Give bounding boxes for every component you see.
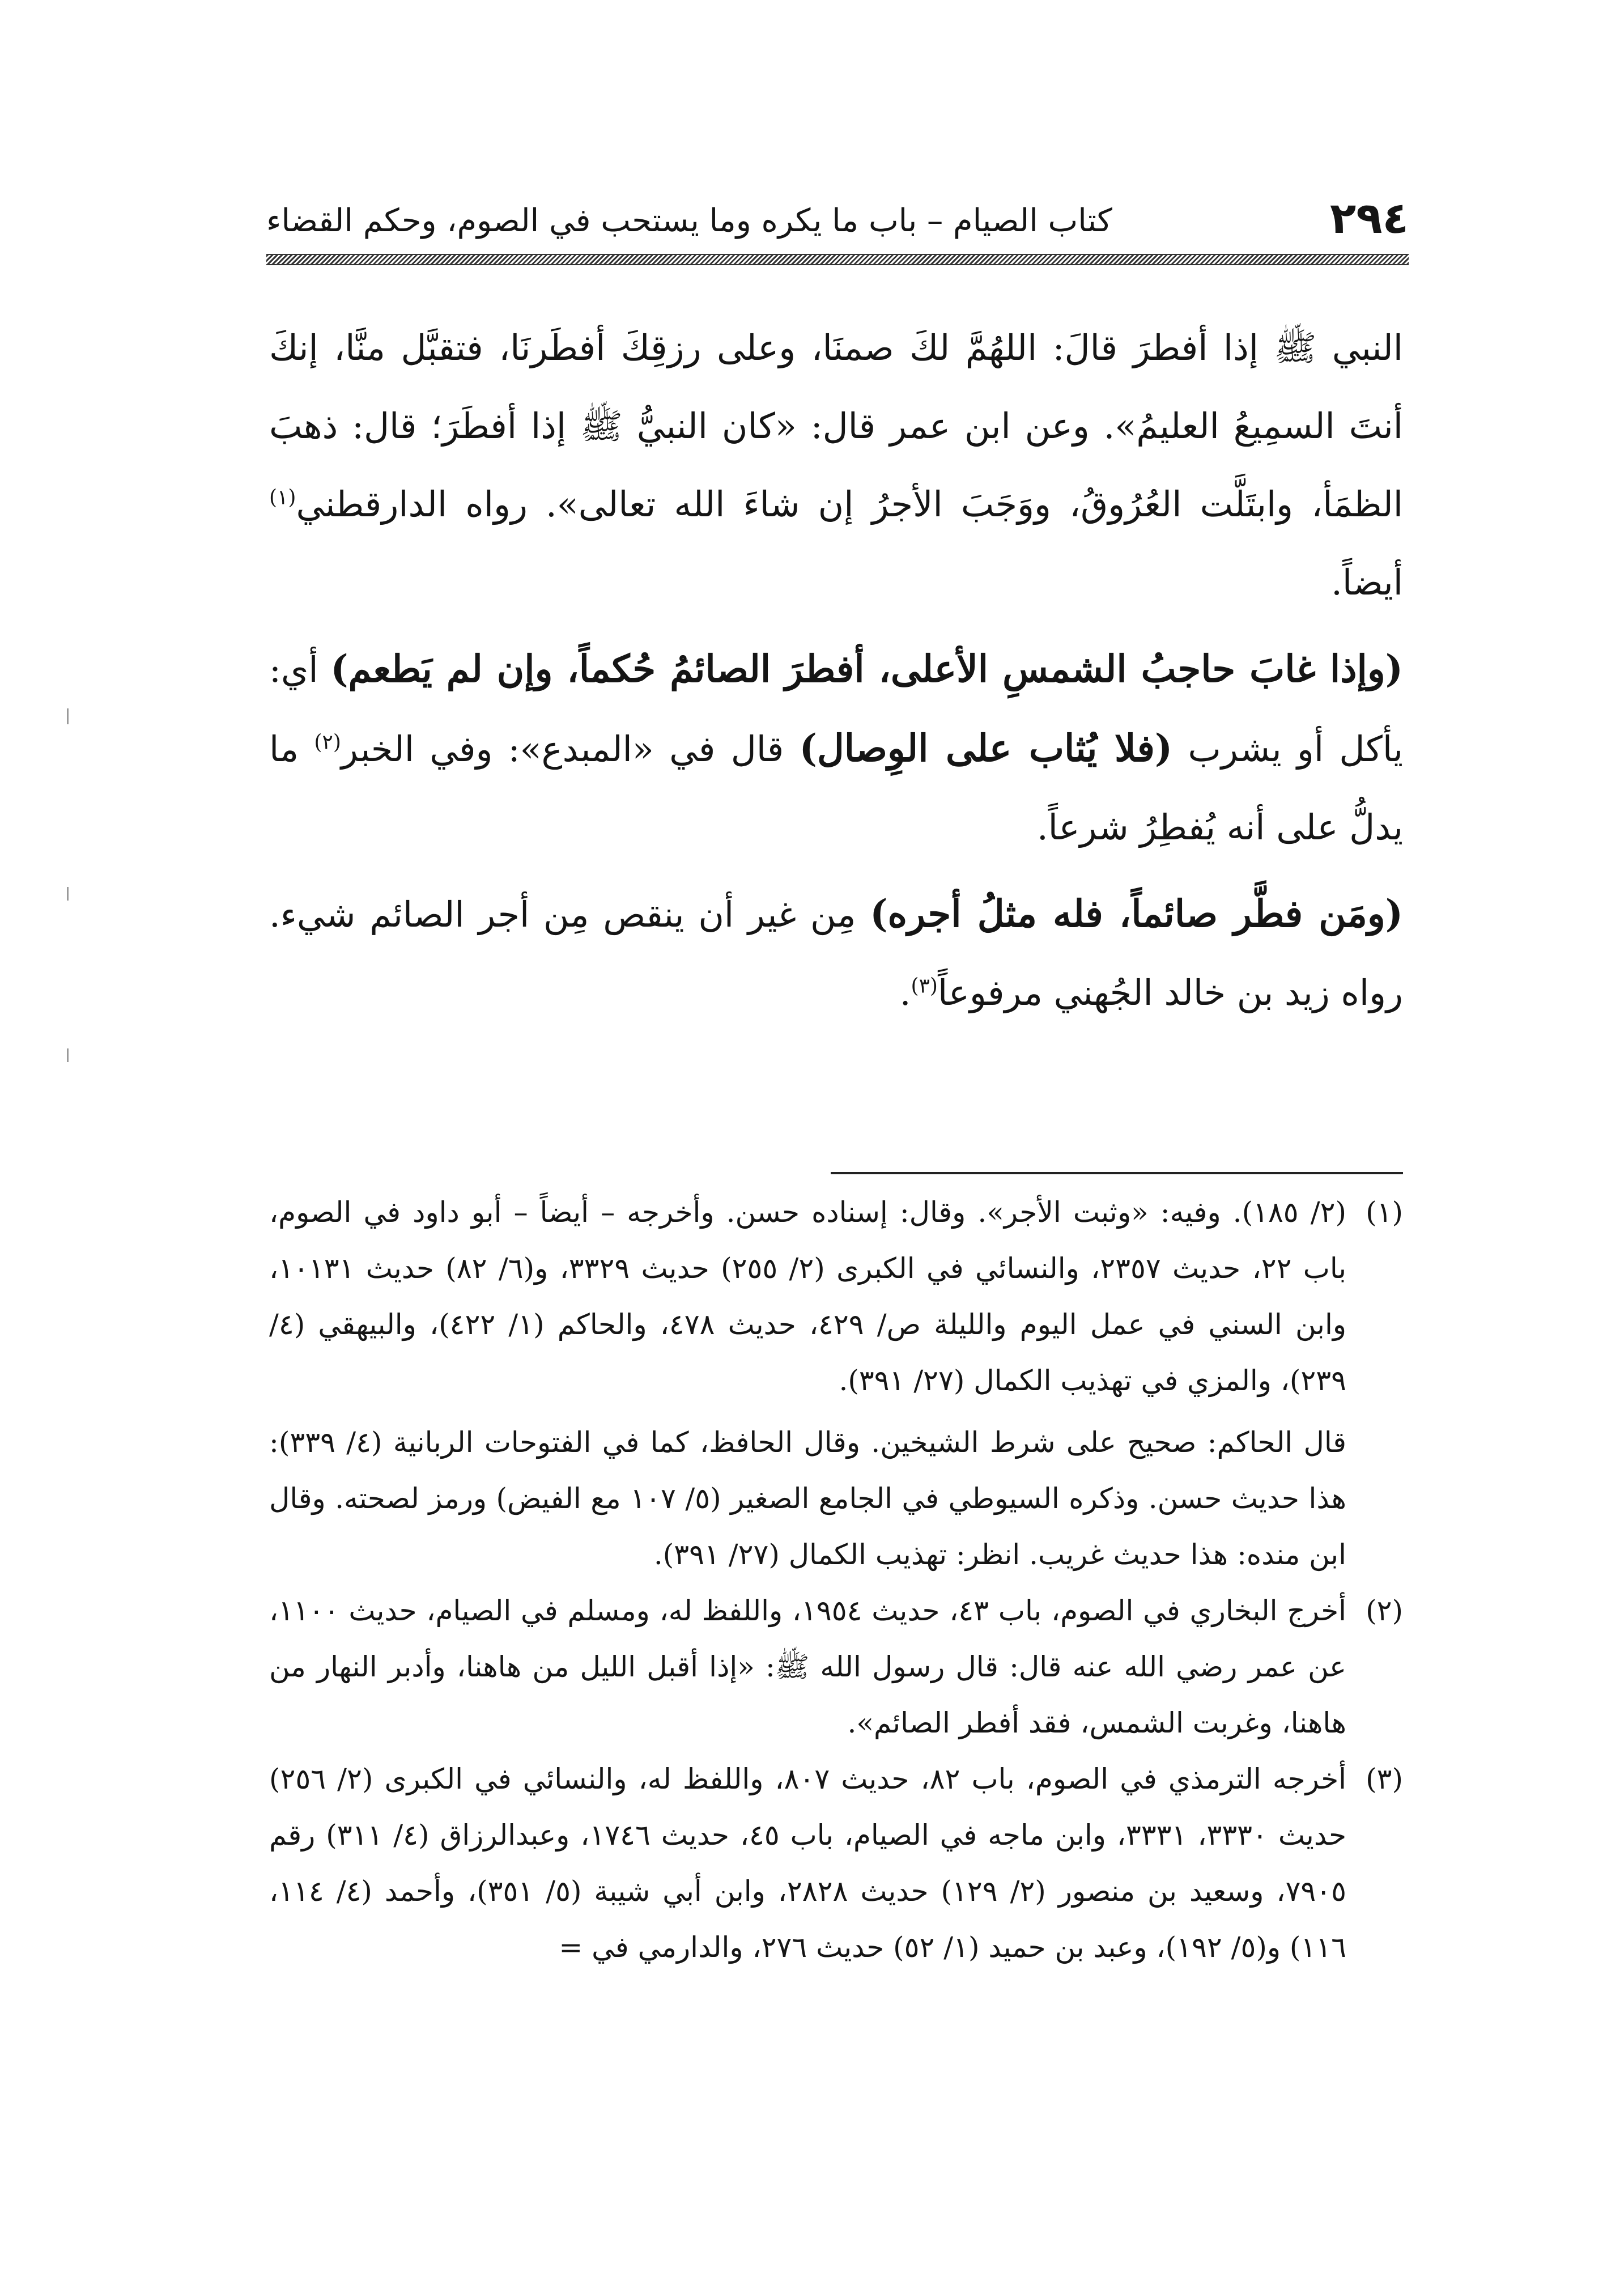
commentary-text-1: أي: يأكل أو يشرب [269, 649, 1404, 770]
footnote-ref-1: (١) [269, 486, 296, 509]
footnote-3 [269, 1751, 1403, 1976]
footnote-number: (١) [1366, 1196, 1403, 1229]
footnote-body [269, 1751, 1346, 1976]
footnote-paragraph: قال الحاكم: صحيح على شرط الشيخين. وقال الحافظ، كما في الفتوحات الربانية (٤/ ٣٣٩): هذا حديث حسن. وذكره السيوطي في الجامع الصغير (٥/ ١٠٧ مع الفيض) ورمز لصحته. وقال ابن منده: هذا حديث غريب. انظر: تهذيب الكمال (٢٧/ ٣٩١). [269, 1426, 1346, 1571]
footnote-number: (٣) [1366, 1763, 1403, 1795]
scan-mark [67, 708, 69, 724]
footnote-paragraph: أخرجه الترمذي في الصوم، باب ٨٢، حديث ٨٠٧، واللفظ له، والنسائي في الكبرى (٢/ ٢٥٦) حديث ٣٣٣٠، ٣٣٣١، وابن ماجه في الصيام، باب ٤٥، حديث ١٧٤٦، وعبدالرزاق (٤/ ٣١١) رقم ٧٩٠٥، وسعيد بن منصور (٢/ ١٢٩) حديث ٢٨٢٨، وابن أبي شيبة (٥/ ٣٥١)، وأحمد (٤/ ١١٤، ١١٦) و(٥/ ١٩٢)، وعبد بن حميد (١/ ٥٢) حديث ٢٧٦، والدارمي في = [269, 1763, 1346, 1964]
scan-mark [67, 887, 69, 901]
footnote-separator [831, 1172, 1403, 1174]
commentary-text-2: قال في «المبدع»: وفي الخبر [341, 728, 800, 770]
paragraph-2 [269, 630, 1403, 867]
paragraph-3-end: . [899, 972, 911, 1013]
footnotes [269, 1184, 1403, 1976]
page-number: ٢٩٤ [1329, 193, 1409, 243]
scan-mark [67, 1048, 69, 1062]
footnote-2 [269, 1583, 1403, 1751]
footnote-body [269, 1583, 1346, 1751]
footnote-ref-2: (٢) [314, 731, 341, 754]
commentary-text-4: مِن غير أن ينقص مِن أجر الصائم شيء. رواه زيد بن خالد الجُهني مرفوعاً [269, 894, 1403, 1013]
footnote-number: (٢) [1366, 1594, 1403, 1627]
footnote-paragraph: (٢/ ١٨٥). وفيه: «وثبت الأجر». وقال: إسناده حسن. وأخرجه – أيضاً – أبو داود في الصوم، باب ٢٢، حديث ٢٣٥٧، والنسائي في الكبرى (٢/ ٢٥٥) حديث ٣٣٢٩، و(٦/ ٨٢) حديث ١٠١٣١، وابن السني في عمل اليوم والليلة ص/ ٤٢٩، حديث ٤٧٨، والحاكم (١/ ٤٢٢)، والبيهقي (٤/ ٢٣٩)، والمزي في تهذيب الكمال (٢٧/ ٣٩١). [269, 1196, 1347, 1397]
running-header [266, 187, 1409, 249]
commentary-text-3: ما يدلُّ على أنه يُفطِرُ شرعاً. [269, 728, 1403, 848]
footnote-body [269, 1184, 1346, 1583]
matn-text-2: (فلا يُثاب على الوِصال) [799, 726, 1173, 770]
footnote-ref-3: (٣) [911, 974, 938, 998]
footnote-paragraph: أخرج البخاري في الصوم، باب ٤٣، حديث ١٩٥٤، واللفظ له، ومسلم في الصيام، حديث ١١٠٠، عن عمر رضي الله عنه قال: قال رسول الله ﷺ: «إذا أقبل الليل من هاهنا، وأدبر النهار من هاهنا، وغربت الشمس، فقد أفطر الصائم». [269, 1594, 1347, 1739]
running-title: كتاب الصيام – باب ما يكره وما يستحب في الصوم، وحكم القضاء [266, 202, 1112, 239]
paragraph-3 [269, 874, 1403, 1032]
paragraph-1-end: أيضاً. [1331, 562, 1403, 603]
paragraph-1-text: النبي ﷺ إذا أفطرَ قالَ: اللهُمَّ لكَ صمنَا، وعلى رزقِكَ أفطَرنَا، فتقبَّل منَّا، إنكَ أنتَ السمِيعُ العليمُ». وعن ابن عمر قال: «كان النبيُّ ﷺ إذا أفطَرَ؛ قال: ذهبَ الظمَأ، وابتَلَّت العُرُوقُ، ووَجَبَ الأجرُ إن شاءَ الله تعالى». رواه الدارقطني [269, 327, 1403, 525]
main-text [269, 309, 1403, 1040]
header-rule [266, 254, 1409, 265]
matn-text-1: (وإذا غابَ حاجبُ الشمسِ الأعلى، أفطرَ الصائمُ حُكماً، وإن لم يَطعم) [330, 647, 1403, 691]
footnote-1 [269, 1184, 1403, 1583]
paragraph-1 [269, 309, 1403, 622]
matn-text-3: (ومَن فطَّر صائماً، فله مثلُ أجره) [870, 891, 1403, 936]
